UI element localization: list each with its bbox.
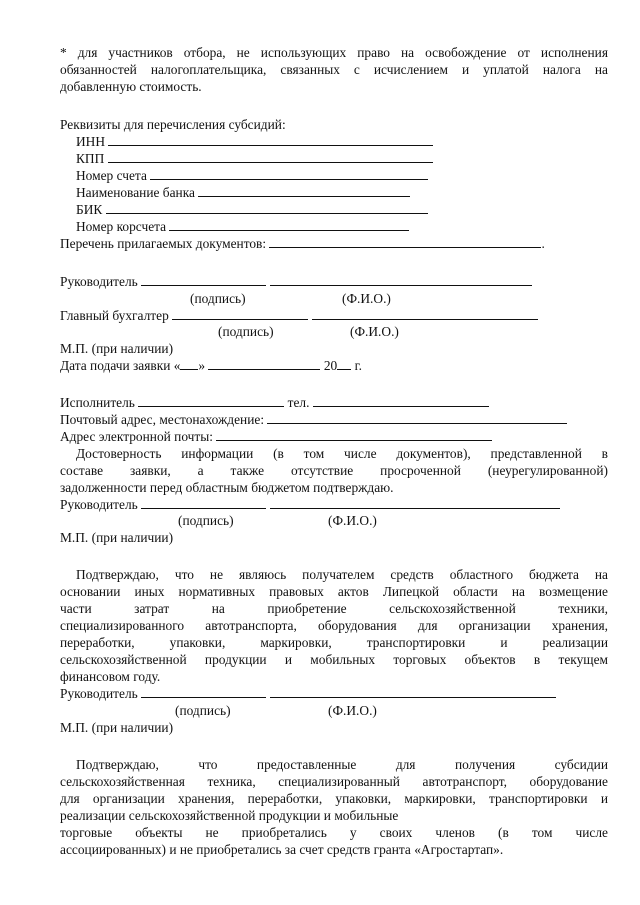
confirm1-line-1: Достоверность информации (в том числе документов), представленной в xyxy=(76,446,608,461)
account-blank xyxy=(150,167,428,180)
confirm3-line-4: реализации сельскохозяйственной продукции и мобильные xyxy=(60,808,399,823)
email-row xyxy=(60,428,492,445)
confirm1-line-2: составе заявки, а также отсутствие просроченной (неурегулированной) xyxy=(60,463,608,478)
director-label-3: Руководитель xyxy=(60,686,138,701)
mp-label-2: М.П. (при наличии) xyxy=(60,530,174,545)
corr-row xyxy=(76,218,409,235)
fio-caption-2: (Ф.И.О.) xyxy=(350,324,399,339)
confirm2-line-4: специализированного автотранспорта, оборудования для организации хранения, xyxy=(60,618,608,633)
account-label: Номер счета xyxy=(76,168,147,183)
postal-label: Почтовый адрес, местонахождение: xyxy=(60,412,265,427)
tel-blank xyxy=(313,394,489,407)
confirm3-line-5: торговые объекты не приобретались у своих членов (в том числе xyxy=(60,825,608,840)
director-fio-blank-2 xyxy=(270,496,560,509)
corr-blank xyxy=(169,218,409,231)
confirm2-line-3: части затрат на приобретение сельскохозяйственной техники, xyxy=(60,601,608,616)
fio-caption-4: (Ф.И.О.) xyxy=(328,703,377,718)
executor-row xyxy=(60,394,489,411)
docs-list-end: . xyxy=(541,236,545,251)
date-prefix: Дата подачи заявки « xyxy=(60,358,181,373)
inn-row xyxy=(76,133,433,150)
confirm3-line-2: сельскохозяйственная техника, специализированный автотранспорт, оборудование xyxy=(60,774,608,789)
accountant-label: Главный бухгалтер xyxy=(60,308,169,323)
date-month-blank xyxy=(208,357,320,370)
date-row xyxy=(60,357,362,374)
account-row xyxy=(76,167,428,184)
bank-row xyxy=(76,184,410,201)
confirm2-line-5: переработки, упаковки, маркировки, транспортировки и реализации xyxy=(60,635,608,650)
director-fio-blank-1 xyxy=(270,273,532,286)
director-label-1: Руководитель xyxy=(60,274,138,289)
director-fio-blank-3 xyxy=(270,685,556,698)
intro-line-1: * для участников отбора, не использующих право на освобождение от исполнения xyxy=(60,45,608,60)
inn-blank xyxy=(108,133,433,146)
tel-label: тел. xyxy=(287,395,310,410)
accountant-row xyxy=(60,307,538,324)
director-row-3 xyxy=(60,685,556,702)
email-blank xyxy=(216,428,492,441)
podpis-caption-1: (подпись) xyxy=(190,291,246,306)
mp-label-1: М.П. (при наличии) xyxy=(60,341,174,356)
director-sign-blank-2 xyxy=(141,496,266,509)
intro-line-3: добавленную стоимость. xyxy=(60,79,202,94)
date-mid: » xyxy=(198,358,206,373)
email-label: Адрес электронной почты: xyxy=(60,429,213,444)
corr-label: Номер корсчета xyxy=(76,219,167,234)
intro-line-2: обязанностей налогоплательщика, связанных с исчислением и уплатой налога на xyxy=(60,62,608,77)
docs-list-blank xyxy=(269,235,541,248)
accountant-fio-blank xyxy=(312,307,538,320)
confirm2-line-6: сельскохозяйственной продукции и мобильных торговых объектов в текущем xyxy=(60,652,608,667)
bank-label: Наименование банка xyxy=(76,185,195,200)
director-row-1 xyxy=(60,273,532,290)
mp-label-3: М.П. (при наличии) xyxy=(60,720,174,735)
confirm3-line-3: для организации хранения, переработки, упаковки, маркировки, транспортировки и xyxy=(60,791,608,806)
date-year-blank xyxy=(337,357,351,370)
director-row-2 xyxy=(60,496,560,513)
postal-row xyxy=(60,411,567,428)
date-year: 20 xyxy=(323,358,338,373)
confirm3-line-1: Подтверждаю, что предоставленные для получения субсидии xyxy=(76,757,608,772)
bank-blank xyxy=(198,184,410,197)
bik-row xyxy=(76,201,428,218)
bik-label: БИК xyxy=(76,202,103,217)
director-sign-blank-3 xyxy=(141,685,266,698)
kpp-label: КПП xyxy=(76,151,105,166)
confirm2-line-1: Подтверждаю, что не являюсь получателем средств областного бюджета на xyxy=(76,567,608,582)
kpp-row xyxy=(76,150,433,167)
podpis-caption-4: (подпись) xyxy=(175,703,231,718)
fio-caption-1: (Ф.И.О.) xyxy=(342,291,391,306)
executor-blank xyxy=(138,394,284,407)
executor-label: Исполнитель xyxy=(60,395,135,410)
bik-blank xyxy=(106,201,428,214)
confirm2-line-2: основании иных нормативных правовых актов Липецкой области на возмещение xyxy=(60,584,608,599)
requisites-heading: Реквизиты для перечисления субсидий: xyxy=(60,117,286,132)
accountant-sign-blank xyxy=(172,307,308,320)
confirm1-line-3: задолженности перед областным бюджетом подтверждаю. xyxy=(60,480,394,495)
confirm3-line-6: ассоциированных) и не приобретались за счет средств гранта «Агростартап». xyxy=(60,842,504,857)
docs-list-row xyxy=(60,235,545,252)
docs-list-label: Перечень прилагаемых документов: xyxy=(60,236,267,251)
director-label-2: Руководитель xyxy=(60,497,138,512)
postal-blank xyxy=(267,411,567,424)
confirm2-line-7: финансовом году. xyxy=(60,669,161,684)
director-sign-blank-1 xyxy=(141,273,266,286)
date-day-blank xyxy=(180,357,198,370)
inn-label: ИНН xyxy=(76,134,106,149)
podpis-caption-3: (подпись) xyxy=(178,513,234,528)
kpp-blank xyxy=(108,150,433,163)
date-suffix: г. xyxy=(354,358,362,373)
fio-caption-3: (Ф.И.О.) xyxy=(328,513,377,528)
podpis-caption-2: (подпись) xyxy=(218,324,274,339)
